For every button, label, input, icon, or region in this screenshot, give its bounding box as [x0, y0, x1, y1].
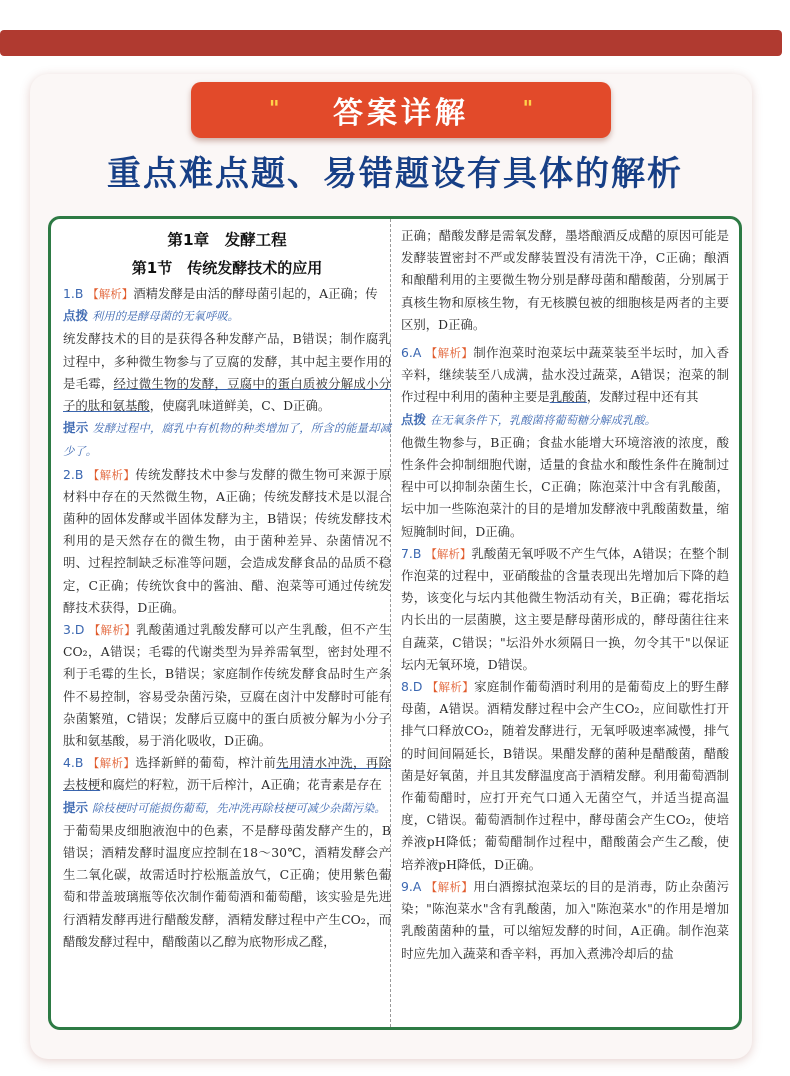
point-text: 在无氧条件下，乳酸菌将葡萄糖分解成乳酸。 [429, 413, 656, 427]
answer-text: 正确；醋酸发酵是需氧发酵，墨塔酿酒反成醋的原因可能是发酵装置密封不严或发酵装置没有清洗干净，C正确；酿酒和酿醋利用的主要微生物分别是酵母菌和醋酸菌，分别属于真核生物和原核生物，有无核膜包被的细胞核是两者的主要区别，D正确。 [401, 228, 729, 332]
answer-number: 7.B [401, 545, 422, 561]
hint-note [63, 797, 391, 820]
answer-text: 统发酵技术的目的是获得各种发酵产品，B错误；制作腐乳过程中，多种微生物参与了豆腐的发酵，其中起主要作用的是毛霉， [63, 331, 391, 391]
point-text: 利用的是酵母菌的无氧呼吸。 [91, 310, 239, 324]
hint-label: 提示 [63, 799, 89, 815]
underlined-text: 经过微生物的发酵，豆腐中的蛋白质被分解成小分子的肽和氨基酸 [63, 375, 392, 414]
right-column [401, 225, 729, 965]
analysis-tag: 【解析】 [425, 346, 474, 361]
underlined-text: 乳酸菌 [549, 389, 587, 405]
answer-7 [401, 543, 729, 676]
answer-4 [63, 752, 391, 796]
banner-quote-right: " [522, 96, 533, 120]
hint-note [63, 417, 391, 463]
answer-number: 6.A [401, 345, 422, 361]
answer-text: 用白酒擦拭泡菜坛的目的是消毒，防止杂菌污染；"陈泡菜水"含有乳酸菌，加入"陈泡菜水"的作用是增加乳酸菌菌种的量，可以缩短发酵的时间，A正确。制作泡菜时应先加入蔬菜和香辛料，再加入煮沸冷却后的盐 [401, 878, 729, 961]
answer-banner [191, 82, 611, 138]
analysis-tag: 【解析】 [87, 756, 136, 771]
answer-text: 于葡萄果皮细胞液泡中的色素，不是酵母菌发酵产生的，B错误；酒精发酵时温度应控制在18～30℃，酒精发酵会产生二氧化碳，故需适时拧松瓶盖放气，C正确；使用紫色葡萄和带盖玻璃瓶等依次制作葡萄酒和葡萄醋，该实验是先进行酒精发酵再进行醋酸发酵，酒精发酵过程中产生CO₂，而醋酸发酵过程中，醋酸菌以乙醇为底物形成乙醛， [63, 822, 391, 949]
answer-number: 2.B [63, 466, 84, 482]
analysis-tag: 【解析】 [88, 623, 137, 638]
left-column [63, 225, 391, 953]
underlined-text: 先用清水冲洗，再除去枝梗 [63, 755, 392, 793]
answer-4-cont [63, 820, 391, 953]
point-label: 点拨 [63, 308, 89, 324]
answer-text: 家庭制作葡萄酒时利用的是葡萄皮上的野生酵母菌，A错误。酒精发酵过程中会产生CO₂，应间歇性打开排气口释放CO₂，随着发酵进行，无氧呼吸速率减慢，排气的时间间隔延长，B错误。果醋发酵的菌种是醋酸菌，醋酸菌是好氧菌，并且其发酵温度高于酒精发酵。利用葡萄酒制作葡萄醋时，应打开充气口通入无菌空气，并适当提高温度，C错误。葡萄酒制作过程中，酵母菌会产生CO₂，使培养液pH降低；葡萄醋制作过程中，醋酸菌会产生乙酸，使培养液pH降低，D正确。 [401, 679, 729, 872]
page-headline: 重点难点题、易错题设有具体的解析 [107, 154, 683, 194]
answer-text: 酒精发酵是由活的酵母菌引起的，A正确；传 [133, 286, 378, 301]
answer-number: 1.B [63, 286, 84, 301]
hint-text: 除枝梗时可能损伤葡萄，先冲洗再除枝梗可减少杂菌污染。 [91, 801, 386, 815]
answer-3 [63, 619, 391, 752]
analysis-tag: 【解析】 [426, 680, 475, 695]
banner-quote-left: " [269, 96, 280, 120]
answer-number: 4.B [63, 755, 84, 771]
point-note [63, 305, 391, 328]
answer-text: ，使腐乳味道鲜美，C、D正确。 [149, 398, 331, 414]
answer-number: 3.D [63, 622, 85, 638]
analysis-tag: 【解析】 [425, 879, 474, 894]
answer-text: 制作泡菜时泡菜坛中蔬菜装至半坛时，加入香辛料，继续装至八成满，盐水没过蔬菜，A错误；泡菜的制作过程中利用的菌种主要是 [401, 345, 729, 405]
answer-9 [401, 876, 729, 965]
hint-label: 提示 [63, 420, 89, 436]
section-title: 第1节 传统发酵技术的应用 [131, 259, 323, 277]
answer-number: 8.D [401, 679, 423, 695]
answer-text: 传统发酵技术中参与发酵的微生物可来源于原材料中存在的天然微生物，A正确；传统发酵技术是以混合菌种的固体发酵或半固体发酵为主，B错误；传统发酵技术利用的是天然存在的微生物，由于菌种差异、杂菌情况不明、过程控制缺乏标准等问题，会造成发酵食品的品质不稳定，C正确；传统饮食中的酱油、醋、泡菜等可通过传统发酵技术获得，D正确。 [63, 466, 391, 615]
analysis-tag: 【解析】 [87, 287, 134, 301]
point-label: 点拨 [401, 411, 427, 427]
answer-8 [401, 676, 729, 876]
analysis-tag: 【解析】 [87, 467, 136, 482]
answer-2 [63, 464, 391, 619]
banner-title: 答案详解 [333, 96, 469, 131]
answer-text: ，发酵过程中还有其 [586, 389, 699, 405]
answer-6 [401, 342, 729, 409]
answer-number: 9.A [401, 878, 422, 894]
answer-1 [63, 283, 391, 305]
answer-6-cont [401, 432, 729, 543]
hint-text: 发酵过程中，腐乳中有机物的种类增加了，所含的能量却减少了。 [63, 422, 391, 459]
answer-1-cont [63, 328, 391, 417]
chapter-title: 第1章 发酵工程 [167, 231, 287, 249]
answer-text: 他微生物参与，B正确；食盐水能增大环境溶液的浓度，酸性条件会抑制细胞代谢，适量的食盐水和酸性条件在腌制过程中可以抑制杂菌生长，C正确；陈泡菜汁中含有乳酸菌，坛中加一些陈泡菜汁的目的是增加发酵液中乳酸菌数量，缩短腌制时间，D正确。 [401, 434, 729, 539]
top-bar [0, 30, 782, 56]
point-note [401, 409, 729, 432]
analysis-tag: 【解析】 [425, 546, 472, 561]
answer-document [48, 216, 742, 1030]
answer-text: 和腐烂的籽粒，沥干后榨汁，A正确；花青素是存在 [100, 777, 382, 793]
answer-text: 选择新鲜的葡萄，榨汁前 [135, 755, 277, 771]
answer-text: 乳酸菌通过乳酸发酵可以产生乳酸，但不产生CO₂，A错误；毛霉的代谢类型为异养需氧型，密封处理不利于毛霉的生长，B错误；家庭制作传统发酵食品时生产条件不易控制，容易受杂菌污染，豆腐在卤汁中发酵时可能有杂菌繁殖，C错误；发酵后豆腐中的蛋白质被分解为小分子肽和氨基酸，易于消化吸收，D正确。 [63, 622, 391, 749]
answer-5-cont [401, 225, 729, 336]
answer-text: 乳酸菌无氧呼吸不产生气体，A错误；在整个制作泡菜的过程中，亚硝酸盐的含量表现出先增加后下降的趋势，该变化与坛内其他微生物活动有关，B正确；霉花指坛内长出的一层菌膜，这主要是酵母菌形成的，酵母菌往往来自蔬菜，C错误；"坛沿外水须隔日一换，勿令其干"以保证坛内无氧环境，D错误。 [401, 545, 729, 672]
